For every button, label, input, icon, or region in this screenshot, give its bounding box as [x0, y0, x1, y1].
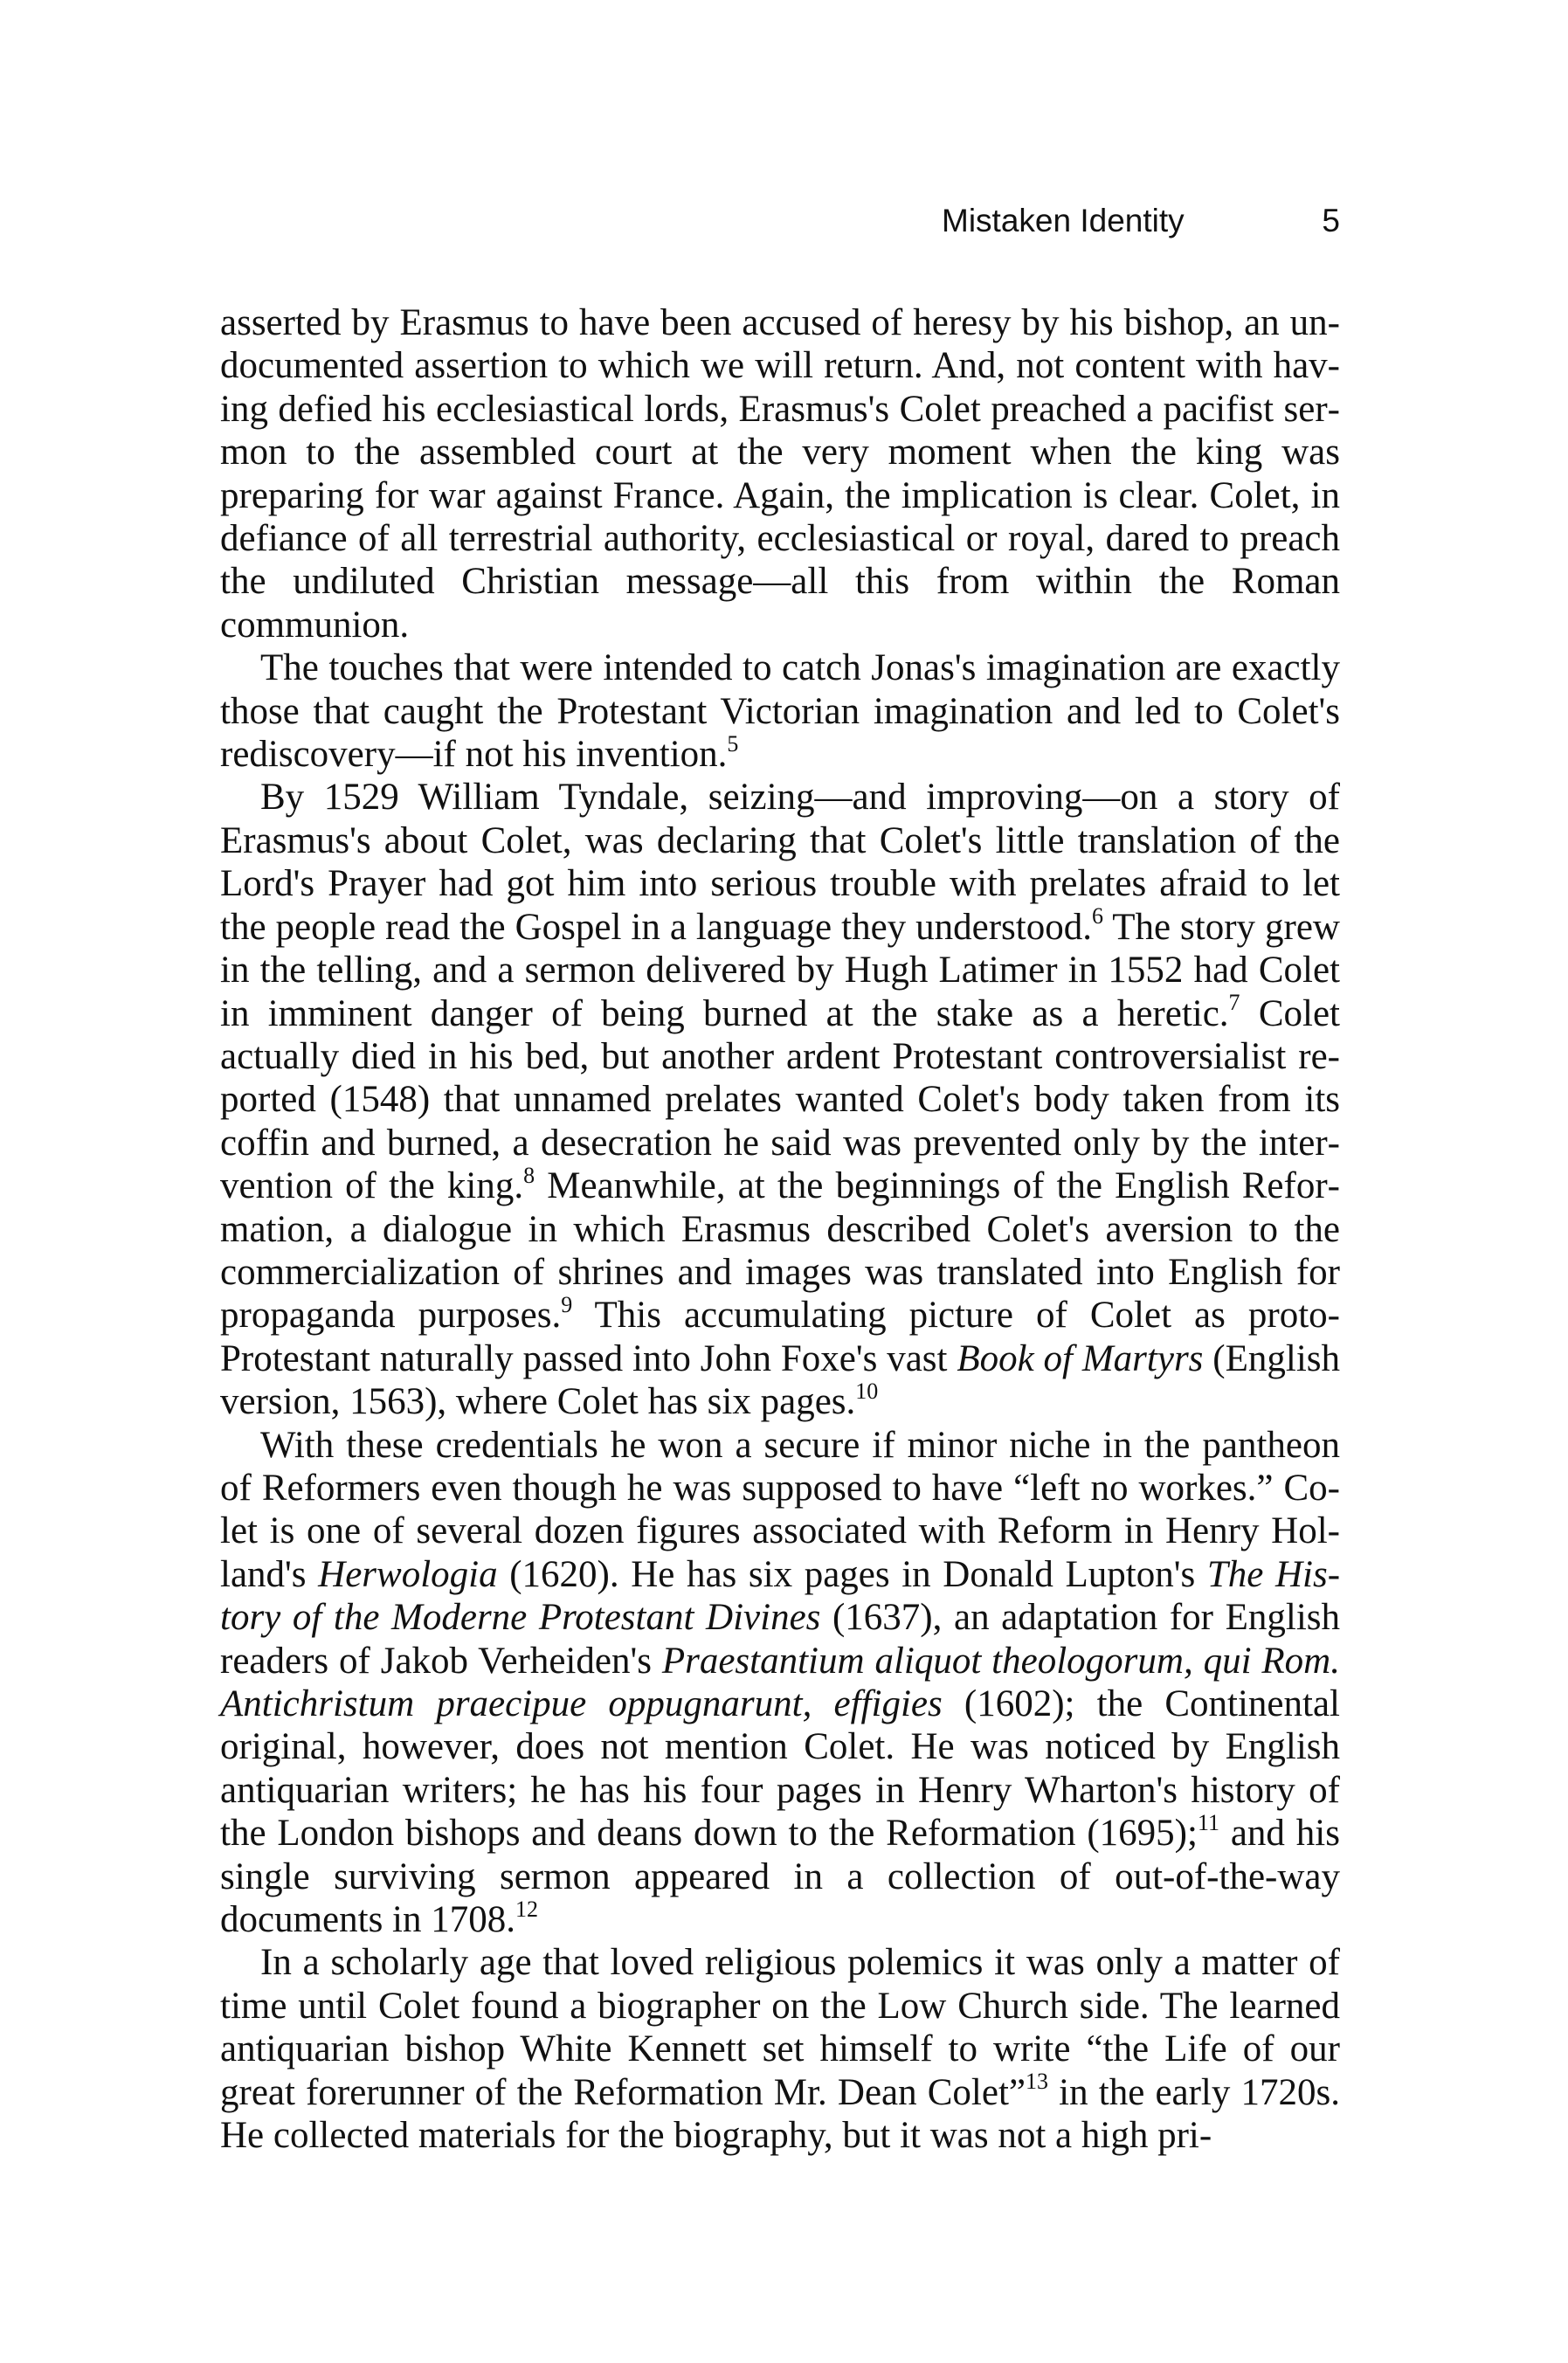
book-title: Book of Martyrs: [957, 1337, 1204, 1379]
footnote-ref: 6: [1091, 903, 1103, 929]
paragraph: The touches that were intended to catch Jonas's imagination are exactly those that caught the Protestant Victorian imagination and led to Colet's rediscovery—if not his invention.$^5$: [220, 647, 1340, 776]
running-head: [926, 194, 1340, 250]
running-title: Mistaken Identity: [942, 203, 1185, 238]
book-title: Praestantium aliquot theologorum, qui Rom. Antichristum praecipue oppugnarunt, effigies: [220, 1640, 1340, 1724]
footnote-ref: 8: [523, 1162, 535, 1188]
paragraph: By 1529 William Tyndale, seizing—and improving—on a story of Erasmus's about Colet, was declaring that Colet's little translation of the Lord's Prayer had got him into serious trouble with prelates afraid to let the people read the Gospel in a language they understood.$^6$ The story grew in the telling, and a sermon delivered by Hugh Latimer in 1552 had Colet in imminent danger of being burned at the stake as a heretic.$^7$ Colet actually died in his bed, but another ardent Protestant controversialist reported (1548) that unnamed prelates wanted Colet's body taken from its coffin and burned, a desecration he said was prevented only by the intervention of the king.$^8$ Meanwhile, at the beginnings of the English Reformation, a dialogue in which Erasmus described Colet's aversion to the commercialization of shrines and images was translated into English for propaganda purposes.$^9$ This accumulating picture of Colet as proto-Protestant naturally passed into John Foxe's vast Book of Martyrs (English version, 1563), where Colet has six pages.$^{10}$: [220, 777, 1340, 1423]
book-title: Herwologia: [318, 1553, 498, 1595]
footnote-ref: 11: [1197, 1809, 1219, 1835]
paragraph: With these credentials he won a secure if minor niche in the pantheon of Reformers even though he was supposed to have “left no workes.” Colet is one of several dozen figures associated with Reform in Henry Holland's Herwologia (1620). He has six pages in Donald Lupton's The History of the Moderne Protestant Divines (1637), an adaptation for English readers of Jakob Verheiden's Praestantium aliquot theologorum, qui Rom. Antichristum praecipue oppugnarunt, effigies (1602); the Continental original, however, does not mention Colet. He was noticed by English antiquarian writers; he has his four pages in Henry Wharton's history of the London bishops and deans down to the Reformation (1695);$^{11}$ and his single surviving sermon appeared in a collection of out-of-the-way documents in 1708.12: [220, 1424, 1341, 1941]
footnote-ref: 10: [855, 1378, 879, 1404]
paragraph: asserted by Erasmus to have been accused of heresy by his bishop, an undocumented assertion to which we will return. And, not content with having defied his ecclesiastical lords, Erasmus's Colet preached a pacifist sermon to the assembled court at the very moment when the king was preparing for war against France. Again, the implication is clear. Colet, in defiance of all terrestrial authority, ecclesiastical or royal, dared to preach the undiluted Christian message—all this from within the Roman communion.: [220, 302, 1340, 646]
book-title: The History of the Moderne Protestant Divines: [220, 1553, 1341, 1639]
footnote-ref: 9: [561, 1292, 573, 1318]
footnote-ref: 5: [727, 730, 739, 757]
footnote-ref: 12: [515, 1896, 538, 1922]
body-text: [220, 301, 1340, 2157]
footnote-ref: 7: [1228, 990, 1240, 1016]
paragraph: In a scholarly age that loved religious polemics it was only a matter of time until Colet found a biographer on the Low Church side. The learned antiquarian bishop White Kennett set himself to write “the Life of our great forerunner of the Reformation Mr. Dean Colet”$^{13}$ in the early 1720s. He collected materials for the biography, but it was not a high pri-: [220, 1942, 1341, 2157]
page-number: 5: [1322, 203, 1340, 238]
footnote-ref: 13: [1026, 2069, 1049, 2095]
